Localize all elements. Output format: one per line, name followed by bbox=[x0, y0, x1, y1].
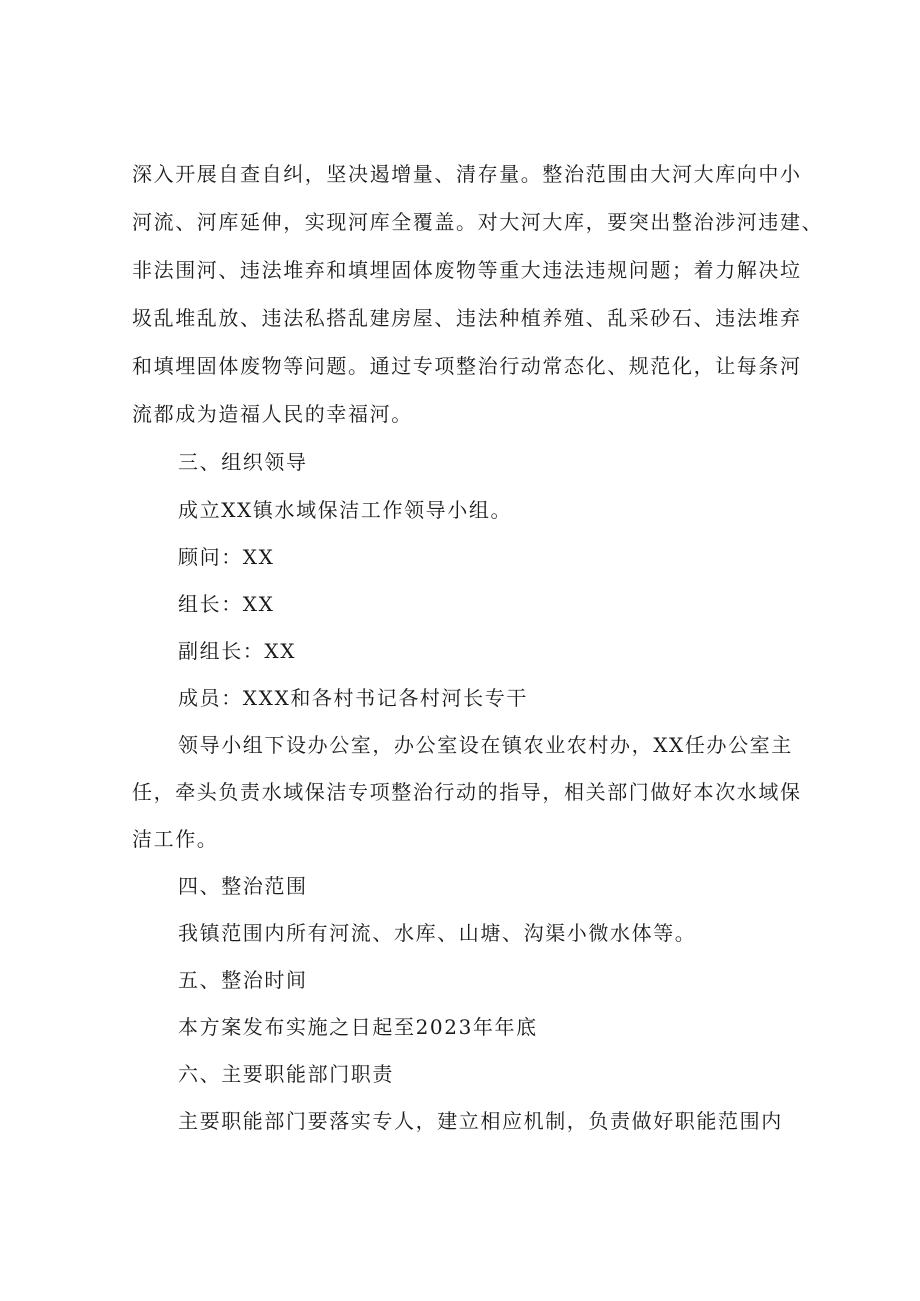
office-paragraph-line: 洁工作。 bbox=[132, 827, 219, 851]
paragraph-line: 非法围河、违法堆弃和填埋固体废物等重大违法违规问题；着力解决垃 bbox=[132, 258, 802, 282]
deputy-leader-line: 副组长：XX bbox=[178, 639, 297, 663]
paragraph-line: 流都成为造福人民的幸福河。 bbox=[132, 402, 413, 426]
members-line: 成员：XXX和各村书记各村河长专干 bbox=[178, 686, 528, 710]
section-5-heading: 五、整治时间 bbox=[178, 968, 308, 992]
section-3-heading: 三、组织领导 bbox=[178, 450, 308, 474]
adviser-line: 顾问：XX bbox=[178, 545, 275, 569]
section-6-text: 主要职能部门要落实专人，建立相应机制，负责做好职能范围内 bbox=[178, 1109, 783, 1133]
leader-line: 组长：XX bbox=[178, 592, 275, 616]
section-5-text: 本方案发布实施之日起至2023年年底 bbox=[178, 1015, 538, 1039]
paragraph-line: 深入开展自查自纠，坚决遏增量、清存量。整治范围由大河大库向中小 bbox=[132, 162, 802, 186]
section-4-text: 我镇范围内所有河流、水库、山塘、沟渠小微水体等。 bbox=[178, 921, 697, 945]
paragraph-line: 和填埋固体废物等问题。通过专项整治行动常态化、规范化，让每条河 bbox=[132, 354, 802, 378]
section-4-heading: 四、整治范围 bbox=[178, 874, 308, 898]
office-paragraph-line: 领导小组下设办公室，办公室设在镇农业农村办，XX任办公室主 bbox=[178, 733, 793, 757]
section-6-heading: 六、主要职能部门职责 bbox=[178, 1062, 394, 1086]
office-paragraph-line: 任，牵头负责水域保洁专项整治行动的指导，相关部门做好本次水域保 bbox=[132, 780, 802, 804]
section-3-intro: 成立XX镇水域保洁工作领导小组。 bbox=[178, 498, 513, 522]
paragraph-line: 圾乱堆乱放、违法私搭乱建房屋、违法种植养殖、乱采砂石、违法堆弃 bbox=[132, 306, 802, 330]
paragraph-line: 河流、河库延伸，实现河库全覆盖。对大河大库，要突出整治涉河违建、 bbox=[132, 210, 824, 234]
